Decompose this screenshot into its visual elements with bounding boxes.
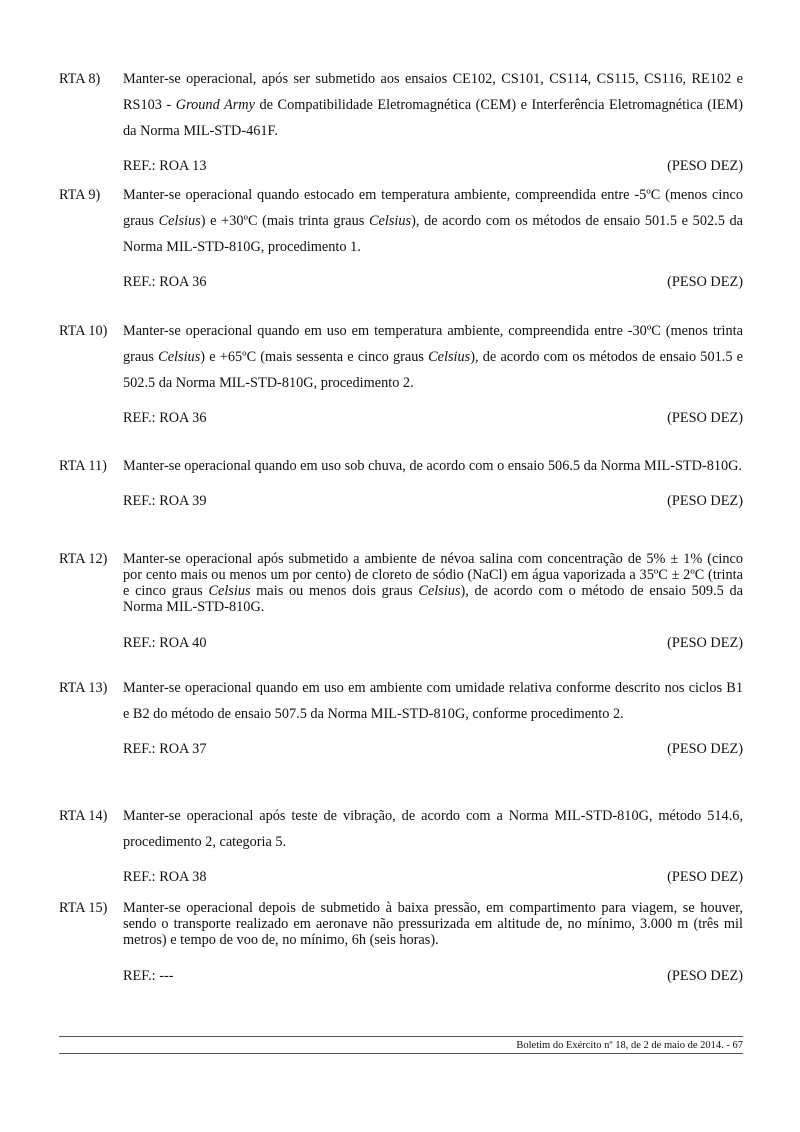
reference-line <box>123 868 743 886</box>
page-footer <box>59 1036 743 1054</box>
requirement-text: Manter-se operacional após teste de vibração, de acordo com a Norma MIL-STD-810G, método 514.6, procedimento 2, categoria 5. <box>123 808 743 850</box>
reference-line <box>123 634 743 652</box>
requirement-text: Manter-se operacional quando em uso sob chuva, de acordo com o ensaio 506.5 da Norma MIL-STD-810G. <box>123 458 743 474</box>
weight-label: (PESO DEZ) <box>667 968 743 984</box>
weight-label: (PESO DEZ) <box>667 410 743 426</box>
reference-line <box>123 967 743 985</box>
reference-line <box>123 740 743 758</box>
requirement-rta-11 <box>59 453 743 551</box>
requirement-rta-15 <box>59 900 743 990</box>
requirement-text: Manter-se operacional quando estocado em temperatura ambiente, compreendida entre -5ºC (menos cinco graus Celsius) e +30ºC (mais trinta graus Celsius), de acordo com os métodos de ensaio 501.5 e 502.5 da Norma MIL-STD-810G, procedimento 1. <box>123 187 743 255</box>
footer-divider-bottom <box>59 1053 743 1054</box>
weight-label: (PESO DEZ) <box>667 635 743 651</box>
document-body <box>59 66 743 990</box>
requirement-number: RTA 10) <box>59 323 108 339</box>
requirement-text: Manter-se operacional quando em uso em temperatura ambiente, compreendida entre -30ºC (menos trinta graus Celsius) e +65ºC (mais sessenta e cinco graus Celsius), de acordo com os métodos de ensaio 501.5 e 502.5 da Norma MIL-STD-810G, procedimento 2. <box>123 323 744 391</box>
requirement-number: RTA 8) <box>59 71 101 87</box>
reference-label: REF.: ROA 38 <box>123 869 207 885</box>
reference-line <box>123 273 743 291</box>
requirement-number: RTA 13) <box>59 680 108 696</box>
reference-label: REF.: ROA 36 <box>123 274 207 290</box>
requirement-rta-13 <box>59 675 743 803</box>
requirement-text: Manter-se operacional depois de submetido à baixa pressão, em compartimento para viagem, se houver, sendo o transporte realizado em aeronave não pressurizada em altitude de, no mínimo, 3.000 m (três mil metros) e tempo de voo de, no mínimo, 6h (seis horas). <box>123 900 743 948</box>
requirement-rta-8 <box>59 66 743 182</box>
requirement-text: Manter-se operacional quando em uso em ambiente com umidade relativa conforme descrito nos ciclos B1 e B2 do método de ensaio 507.5 da Norma MIL-STD-810G, conforme procedimento 2. <box>123 680 743 722</box>
weight-label: (PESO DEZ) <box>667 158 743 174</box>
weight-label: (PESO DEZ) <box>667 869 743 885</box>
reference-label: REF.: --- <box>123 968 174 984</box>
requirement-rta-14 <box>59 803 743 900</box>
footer-divider-top <box>59 1036 743 1037</box>
requirement-rta-10 <box>59 318 743 453</box>
requirement-text: Manter-se operacional após submetido a ambiente de névoa salina com concentração de 5% ± 1% (cinco por cento mais ou menos um por cento) de cloreto de sódio (NaCl) em água vaporizada a 35ºC ± 2ºC (trinta e cinco graus Celsius mais ou menos dois graus Celsius), de acordo com o método de ensaio 509.5 da Norma MIL-STD-810G. <box>123 551 743 615</box>
requirement-rta-12 <box>59 551 743 675</box>
weight-label: (PESO DEZ) <box>667 741 743 757</box>
reference-label: REF.: ROA 37 <box>123 741 207 757</box>
footer-citation: Boletim do Exército nº 18, de 2 de maio de 2014. - 67 <box>516 1040 743 1051</box>
reference-label: REF.: ROA 13 <box>123 158 207 174</box>
requirement-number: RTA 15) <box>59 900 108 916</box>
requirement-number: RTA 14) <box>59 808 108 824</box>
weight-label: (PESO DEZ) <box>667 493 743 509</box>
requirement-text: Manter-se operacional, após ser submetido aos ensaios CE102, CS101, CS114, CS115, CS116, RE102 e RS103 - Ground Army de Compatibilidade Eletromagnética (CEM) e Interferência Eletromagnética (IEM) da Norma MIL-STD-461F. <box>123 71 743 139</box>
requirement-number: RTA 12) <box>59 551 108 567</box>
requirement-rta-9 <box>59 182 743 318</box>
reference-label: REF.: ROA 40 <box>123 635 207 651</box>
weight-label: (PESO DEZ) <box>667 274 743 290</box>
reference-label: REF.: ROA 39 <box>123 493 207 509</box>
reference-label: REF.: ROA 36 <box>123 410 207 426</box>
reference-line <box>123 492 743 510</box>
reference-line <box>123 157 743 175</box>
requirement-number: RTA 11) <box>59 458 107 474</box>
requirement-number: RTA 9) <box>59 187 101 203</box>
reference-line <box>123 409 743 427</box>
